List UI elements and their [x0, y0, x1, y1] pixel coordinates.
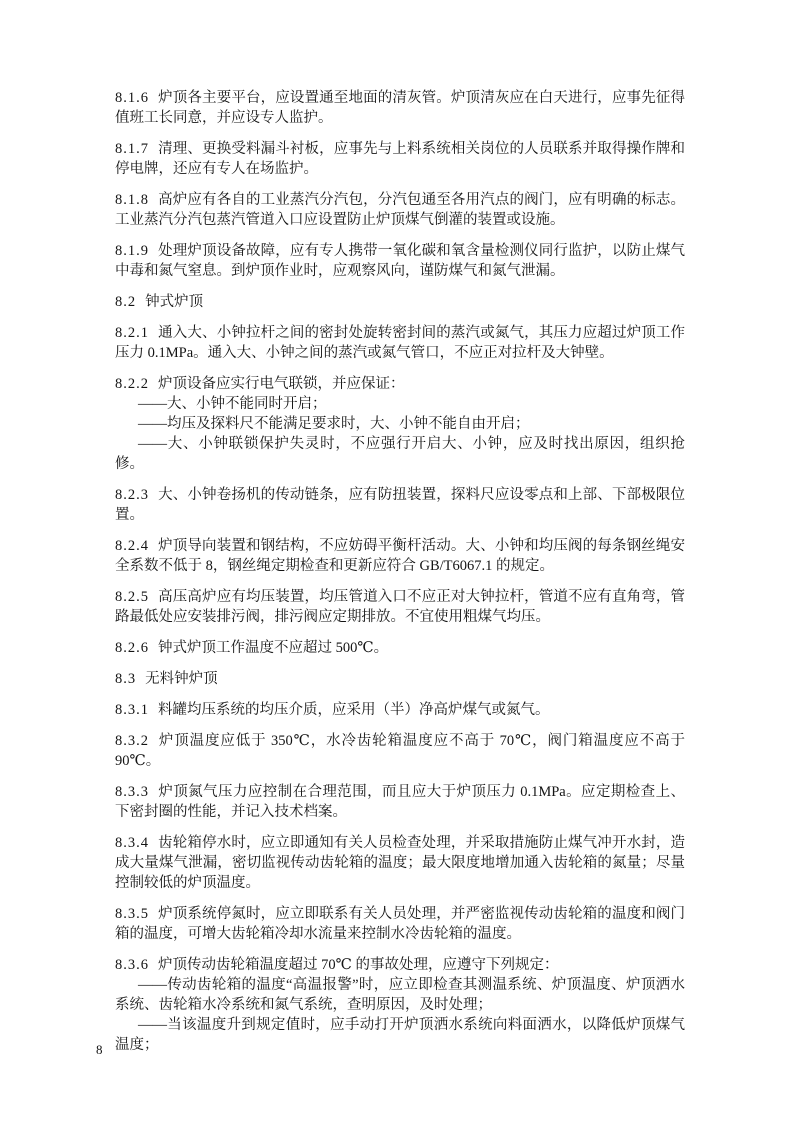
clause-text: 高压高炉应有均压装置，均压管道入口不应正对大钟拉杆，管道不应有直角弯，管路最低处应安装排污阀，排污阀应定期排放。不宜使用粗煤气均压。	[115, 589, 685, 625]
clause-8-3-1	[115, 700, 685, 720]
clause-text: 齿轮箱停水时，应立即通知有关人员检查处理，并采取措施防止煤气冲开水封，造成大量煤气泄漏，密切监视传动齿轮箱的温度；最大限度地增加通入齿轮箱的氮量；尽量控制较低的炉顶温度。	[115, 835, 685, 891]
clause-number: 8.1.9	[115, 243, 149, 259]
clause-text: 清理、更换受料漏斗衬板，应事先与上料系统相关岗位的人员联系并取得操作牌和停电牌，还应有专人在场监护。	[115, 141, 685, 177]
section-number: 8.3	[115, 671, 137, 687]
clause-subitem: ——当该温度升到规定值时，应手动打开炉顶洒水系统向料面洒水，以降低炉顶煤气温度；	[115, 1017, 685, 1053]
clause-number: 8.3.4	[115, 835, 149, 851]
clause-8-1-8	[115, 190, 685, 230]
clause-8-2-5	[115, 587, 685, 627]
section-heading-8-2	[115, 292, 685, 312]
clause-text: 炉顶氮气压力应控制在合理范围，而且应大于炉顶压力 0.1MPa。应定期检查上、下密封圈的性能，并记入技术档案。	[115, 784, 685, 820]
clause-number: 8.2.2	[115, 376, 149, 392]
clause-text: 炉顶传动齿轮箱温度超过 70℃ 的事故处理，应遵守下列规定：	[158, 957, 559, 973]
clause-text: 炉顶系统停氮时，应立即联系有关人员处理，并严密监视传动齿轮箱的温度和阀门箱的温度，可增大齿轮箱冷却水流量来控制水冷齿轮箱的温度。	[115, 906, 685, 942]
clause-8-2-4	[115, 536, 685, 576]
clause-8-1-7	[115, 139, 685, 179]
clause-text: 料罐均压系统的均压介质，应采用（半）净高炉煤气或氮气。	[158, 702, 550, 718]
section-title: 钟式炉顶	[145, 294, 204, 310]
clause-number: 8.2.5	[115, 589, 149, 605]
clause-number: 8.2.4	[115, 538, 149, 554]
section-heading-8-3	[115, 669, 685, 689]
clause-number: 8.1.7	[115, 141, 149, 157]
clause-text: 高炉应有各自的工业蒸汽分汽包，分汽包通至各用汽点的阀门，应有明确的标志。工业蒸汽分汽包蒸汽管道入口应设置防止炉顶煤气倒灌的装置或设施。	[115, 192, 685, 228]
clause-8-3-3	[115, 782, 685, 822]
clause-text: 炉顶设备应实行电气联锁，并应保证：	[158, 376, 405, 392]
clause-8-3-2	[115, 731, 685, 771]
clause-8-1-6	[115, 88, 685, 128]
clause-number: 8.3.5	[115, 906, 149, 922]
clause-8-2-1	[115, 323, 685, 363]
clause-8-3-4	[115, 833, 685, 893]
clause-text: 钟式炉顶工作温度不应超过 500℃。	[158, 640, 389, 656]
clause-subitem: ——大、小钟不能同时开启；	[138, 396, 327, 412]
clause-number: 8.1.6	[115, 90, 149, 106]
clause-number: 8.3.1	[115, 702, 149, 718]
clause-text: 处理炉顶设备故障，应有专人携带一氧化碳和氧含量检测仪同行监护，以防止煤气中毒和氮气窒息。到炉顶作业时，应观察风向，谨防煤气和氮气泄漏。	[115, 243, 685, 279]
clause-number: 8.3.3	[115, 784, 149, 800]
clause-subitem: ——传动齿轮箱的温度“高温报警”时，应立即检查其测温系统、炉顶温度、炉顶洒水系统、齿轮箱水冷系统和氮气系统，查明原因，及时处理；	[115, 977, 685, 1013]
clause-number: 8.2.6	[115, 640, 149, 656]
clause-number: 8.2.3	[115, 487, 149, 503]
clause-number: 8.3.6	[115, 957, 149, 973]
clause-8-3-5	[115, 904, 685, 944]
clause-subitem: ——大、小钟联锁保护失灵时，不应强行开启大、小钟，应及时找出原因，组织抢修。	[115, 436, 685, 472]
section-number: 8.2	[115, 294, 137, 310]
clause-intro	[115, 374, 685, 394]
page-number: 8	[96, 1042, 103, 1057]
document-body	[115, 88, 685, 1066]
clause-text: 炉顶导向装置和钢结构，不应妨碍平衡杆活动。大、小钟和均压阀的每条钢丝绳安全系数不低于 8，钢丝绳定期检查和更新应符合 GB/T6067.1 的规定。	[115, 538, 685, 574]
clause-8-3-6	[115, 955, 685, 1055]
section-title: 无料钟炉顶	[145, 671, 218, 687]
clause-text: 通入大、小钟拉杆之间的密封处旋转密封间的蒸汽或氮气，其压力应超过炉顶工作压力 0.1MPa。通入大、小钟之间的蒸汽或氮气管口，不应正对拉杆及大钟壁。	[115, 325, 685, 361]
clause-text: 大、小钟卷扬机的传动链条，应有防扭装置，探料尺应设零点和上部、下部极限位置。	[115, 487, 685, 523]
clause-8-2-6	[115, 638, 685, 658]
clause-intro	[115, 955, 685, 975]
clause-number: 8.3.2	[115, 733, 149, 749]
clause-text: 炉顶温度应低于 350℃，水冷齿轮箱温度应不高于 70℃，阀门箱温度应不高于 90℃。	[115, 733, 685, 769]
clause-subitem: ——均压及探料尺不能满足要求时，大、小钟不能自由开启；	[138, 416, 530, 432]
clause-text: 炉顶各主要平台，应设置通至地面的清灰管。炉顶清灰应在白天进行，应事先征得值班工长同意，并应设专人监护。	[115, 90, 685, 126]
clause-8-2-2	[115, 374, 685, 474]
clause-8-2-3	[115, 485, 685, 525]
clause-number: 8.2.1	[115, 325, 149, 341]
clause-number: 8.1.8	[115, 192, 149, 208]
clause-8-1-9	[115, 241, 685, 281]
